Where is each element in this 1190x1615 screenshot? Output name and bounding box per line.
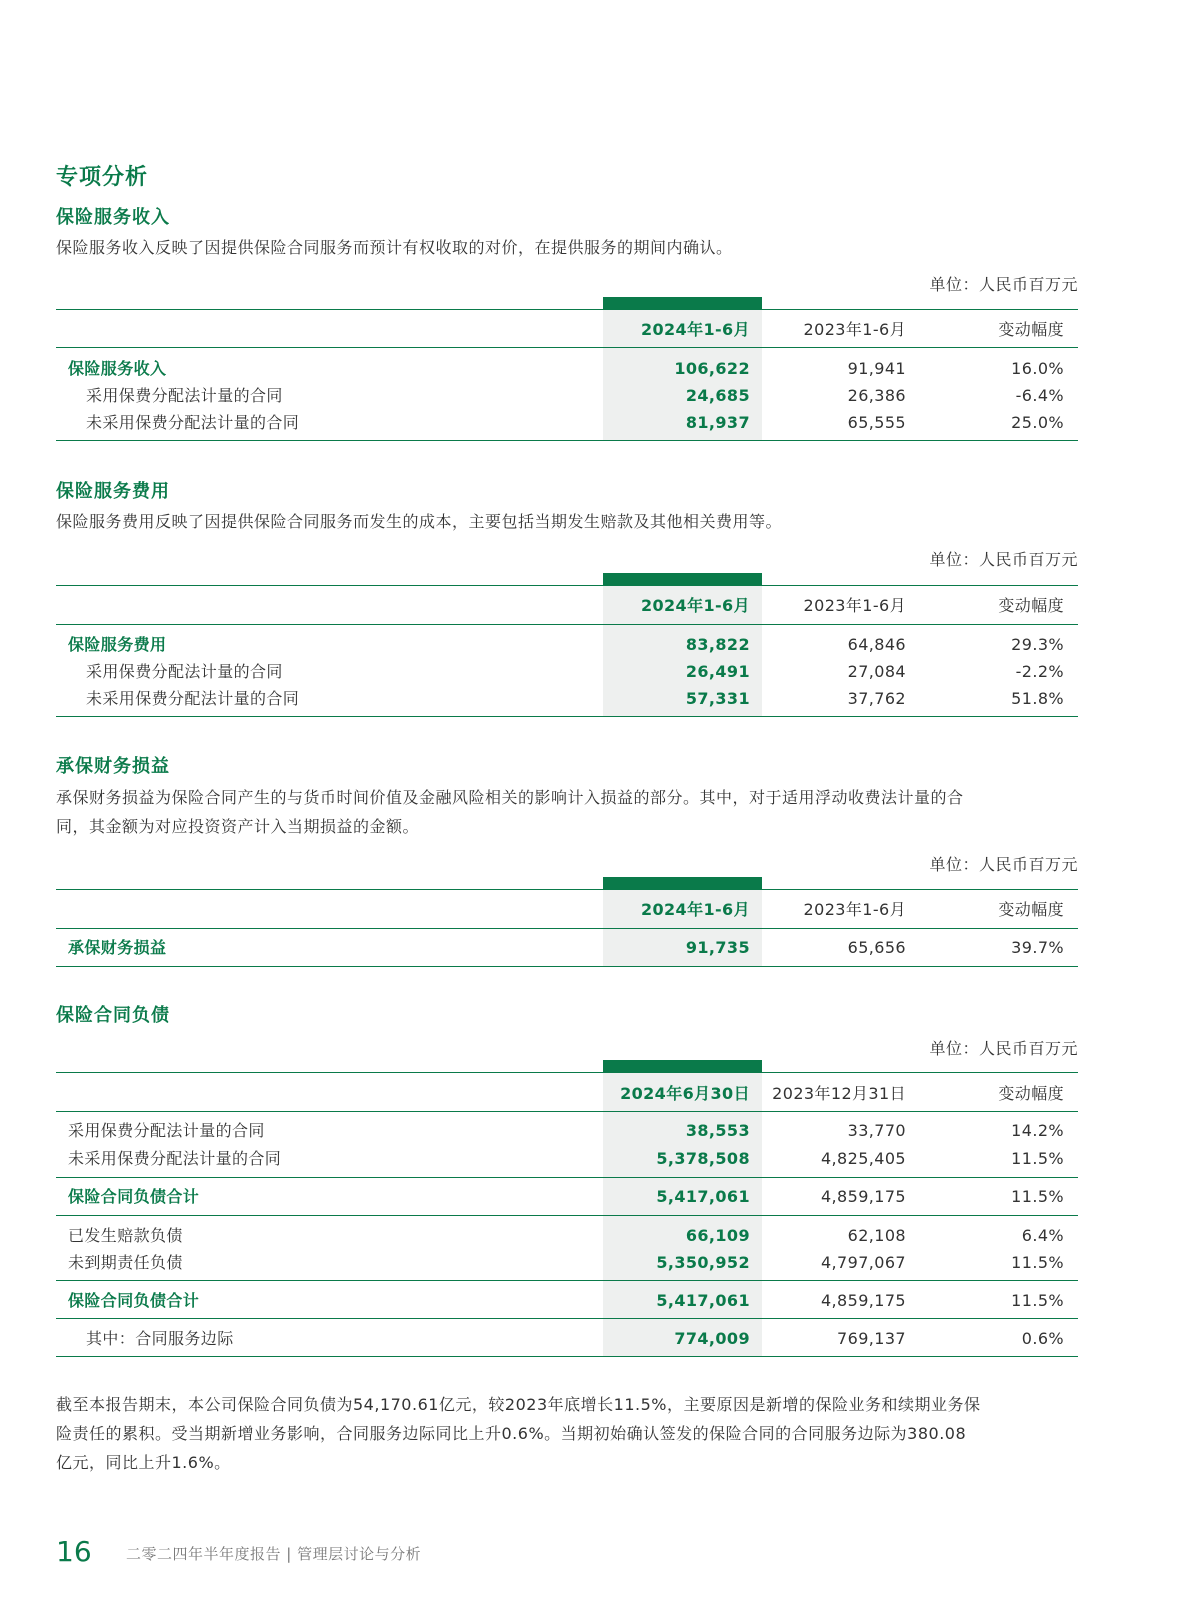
row-label: 未采用保费分配法计量的合同	[68, 1149, 282, 1168]
section-title-insurance-finance: 承保财务损益	[56, 756, 170, 777]
row-label: 未到期责任负债	[68, 1253, 183, 1272]
cell-value: 29.3%	[1011, 635, 1064, 654]
unit-label: 单位：人民币百万元	[929, 550, 1078, 569]
column-header: 2024年1-6月	[640, 900, 750, 919]
page-title: 专项分析	[56, 165, 149, 190]
row-label-total: 保险合同负债合计	[68, 1187, 200, 1206]
cell-value: 11.5%	[1011, 1187, 1064, 1206]
column-header: 变动幅度	[998, 320, 1064, 339]
section-description-line: 同，其金额为对应投资资产计入当期损益的金额。	[56, 817, 420, 836]
row-label: 其中：合同服务边际	[86, 1329, 234, 1348]
unit-label: 单位：人民币百万元	[929, 855, 1078, 874]
cell-value: 91,941	[847, 359, 906, 378]
cell-value: 4,859,175	[820, 1187, 906, 1206]
cell-value: 6.4%	[1021, 1226, 1064, 1245]
column-header: 2024年1-6月	[640, 320, 750, 339]
section-description: 保险服务费用反映了因提供保险合同服务而发生的成本，主要包括当期发生赔款及其他相关费用等。	[56, 512, 783, 531]
cell-value: 37,762	[847, 689, 906, 708]
cell-value: 65,656	[847, 938, 906, 957]
cell-value: 5,417,061	[656, 1187, 750, 1206]
cell-value: 39.7%	[1011, 938, 1064, 957]
summary-line: 亿元，同比上升1.6%。	[56, 1453, 231, 1472]
cell-value: 11.5%	[1011, 1253, 1064, 1272]
column-header: 2024年1-6月	[640, 596, 750, 615]
cell-value: 51.8%	[1011, 689, 1064, 708]
row-label: 采用保费分配法计量的合同	[68, 1121, 265, 1140]
cell-value: 11.5%	[1011, 1149, 1064, 1168]
expenses-table	[56, 573, 1078, 719]
cell-value: 91,735	[685, 938, 750, 957]
cell-value: 83,822	[685, 635, 750, 654]
row-label: 保险服务收入	[68, 359, 167, 378]
row-label: 采用保费分配法计量的合同	[86, 386, 283, 405]
column-header: 2023年12月31日	[772, 1084, 906, 1103]
cell-value: 4,859,175	[820, 1291, 906, 1310]
finance-table	[56, 877, 1078, 969]
cell-value: 62,108	[847, 1226, 906, 1245]
section-description-line: 承保财务损益为保险合同产生的与货币时间价值及金融风险相关的影响计入损益的部分。其中，对于适用浮动收费法计量的合	[56, 788, 964, 807]
cell-value: 33,770	[847, 1121, 906, 1140]
cell-value: 26,386	[847, 386, 906, 405]
cell-value: -6.4%	[1015, 386, 1064, 405]
cell-value: 26,491	[685, 662, 750, 681]
revenue-table	[56, 297, 1078, 443]
cell-value: 5,417,061	[656, 1291, 750, 1310]
cell-value: 81,937	[685, 413, 750, 432]
section-title-insurance-service-revenue: 保险服务收入	[56, 207, 170, 228]
cell-value: 14.2%	[1011, 1121, 1064, 1140]
cell-value: -2.2%	[1015, 662, 1064, 681]
row-label: 未采用保费分配法计量的合同	[86, 413, 300, 432]
liabilities-table	[56, 1060, 1078, 1360]
summary-line: 险责任的累积。受当期新增业务影响，合同服务边际同比上升0.6%。当期初始确认签发的保险合同的合同服务边际为380.08	[56, 1424, 967, 1443]
row-label: 保险服务费用	[68, 635, 167, 654]
cell-value: 774,009	[674, 1329, 750, 1348]
cell-value: 65,555	[847, 413, 906, 432]
section-title-insurance-contract-liabilities: 保险合同负债	[56, 1005, 170, 1026]
cell-value: 769,137	[837, 1329, 906, 1348]
row-label: 已发生赔款负债	[68, 1226, 183, 1245]
cell-value: 5,378,508	[656, 1149, 750, 1168]
page-number: 16	[56, 1535, 92, 1568]
cell-value: 57,331	[685, 689, 750, 708]
summary-line: 截至本报告期末，本公司保险合同负债为54,170.61亿元，较2023年底增长11.5%，主要原因是新增的保险业务和续期业务保	[56, 1395, 981, 1414]
footer-text: 二零二四年半年度报告 | 管理层讨论与分析	[126, 1545, 422, 1563]
unit-label: 单位：人民币百万元	[929, 1039, 1078, 1058]
cell-value: 5,350,952	[656, 1253, 750, 1272]
cell-value: 0.6%	[1021, 1329, 1064, 1348]
section-title-insurance-service-expenses: 保险服务费用	[56, 481, 170, 502]
cell-value: 27,084	[847, 662, 906, 681]
cell-value: 106,622	[674, 359, 750, 378]
cell-value: 16.0%	[1011, 359, 1064, 378]
column-header: 2023年1-6月	[803, 320, 906, 339]
row-label-total: 保险合同负债合计	[68, 1291, 200, 1310]
column-header: 2023年1-6月	[803, 596, 906, 615]
cell-value: 4,825,405	[820, 1149, 906, 1168]
row-label: 未采用保费分配法计量的合同	[86, 689, 300, 708]
column-header: 2024年6月30日	[620, 1084, 750, 1103]
cell-value: 38,553	[685, 1121, 750, 1140]
row-label: 承保财务损益	[68, 938, 167, 957]
row-label: 采用保费分配法计量的合同	[86, 662, 283, 681]
column-header: 变动幅度	[998, 900, 1064, 919]
column-header: 2023年1-6月	[803, 900, 906, 919]
unit-label: 单位：人民币百万元	[929, 275, 1078, 294]
column-header: 变动幅度	[998, 596, 1064, 615]
cell-value: 66,109	[685, 1226, 750, 1245]
cell-value: 4,797,067	[820, 1253, 906, 1272]
cell-value: 24,685	[685, 386, 750, 405]
column-header: 变动幅度	[998, 1084, 1064, 1103]
section-description: 保险服务收入反映了因提供保险合同服务而预计有权收取的对价，在提供服务的期间内确认。	[56, 238, 733, 257]
cell-value: 64,846	[847, 635, 906, 654]
cell-value: 11.5%	[1011, 1291, 1064, 1310]
cell-value: 25.0%	[1011, 413, 1064, 432]
